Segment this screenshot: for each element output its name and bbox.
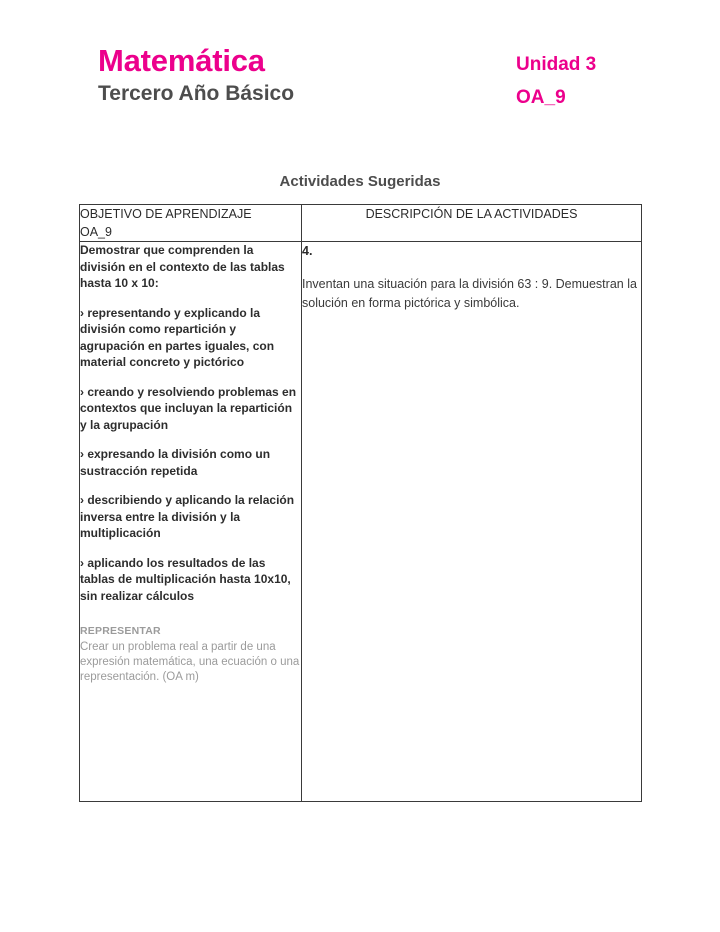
objective-bullet-1: › representando y explicando la división como repartición y agrupación en partes iguales, con material concreto y pictórico <box>80 305 275 369</box>
table-header-row <box>80 205 642 242</box>
section-heading: Actividades Sugeridas <box>279 173 441 190</box>
representar-note-title: REPRESENTAR <box>80 625 161 637</box>
objective-bullet-3: › expresando la división como un sustracción repetida <box>80 447 271 478</box>
representar-note-body: Crear un problema real a partir de una expresión matemática, una ecuación o una representación. (OA m) <box>80 641 300 683</box>
objective-bullet-5: › aplicando los resultados de las tablas de multiplicación hasta 10x10, sin realizar cálculos <box>80 555 291 603</box>
unit-label: Unidad 3 <box>516 54 597 75</box>
table-row <box>80 242 642 802</box>
activity-cell <box>302 242 642 802</box>
activities-table <box>79 204 642 802</box>
column-header-objective-line1: OBJETIVO DE APRENDIZAJE <box>80 207 252 221</box>
oa-code-label: OA_9 <box>516 87 566 108</box>
column-header-objective-line2: OA_9 <box>80 225 112 239</box>
title-block <box>98 44 294 107</box>
page-title: Matemática <box>98 43 265 78</box>
representar-note <box>80 624 301 685</box>
page-subtitle: Tercero Año Básico <box>98 82 295 105</box>
objective-bullet-4: › describiendo y aplicando la relación inversa entre la división y la multiplicación <box>80 493 295 540</box>
activities-table-wrapper <box>79 204 641 802</box>
objective-cell <box>80 242 302 802</box>
unit-block <box>516 53 596 110</box>
page-header <box>0 0 720 140</box>
activity-text: Inventan una situación para la división 63 : 9. Demuestran la solución en forma pictórica y simbólica. <box>302 277 637 310</box>
objective-intro: Demostrar que comprenden la división en el contexto de las tablas hasta 10 x 10: <box>80 243 285 290</box>
activity-number: 4. <box>302 244 313 258</box>
column-header-description: DESCRIPCIÓN DE LA ACTIVIDADES <box>302 205 642 242</box>
objective-bullet-2: › creando y resolviendo problemas en contextos que incluyan la repartición y la agrupación <box>80 384 297 432</box>
column-header-objective <box>80 205 302 242</box>
